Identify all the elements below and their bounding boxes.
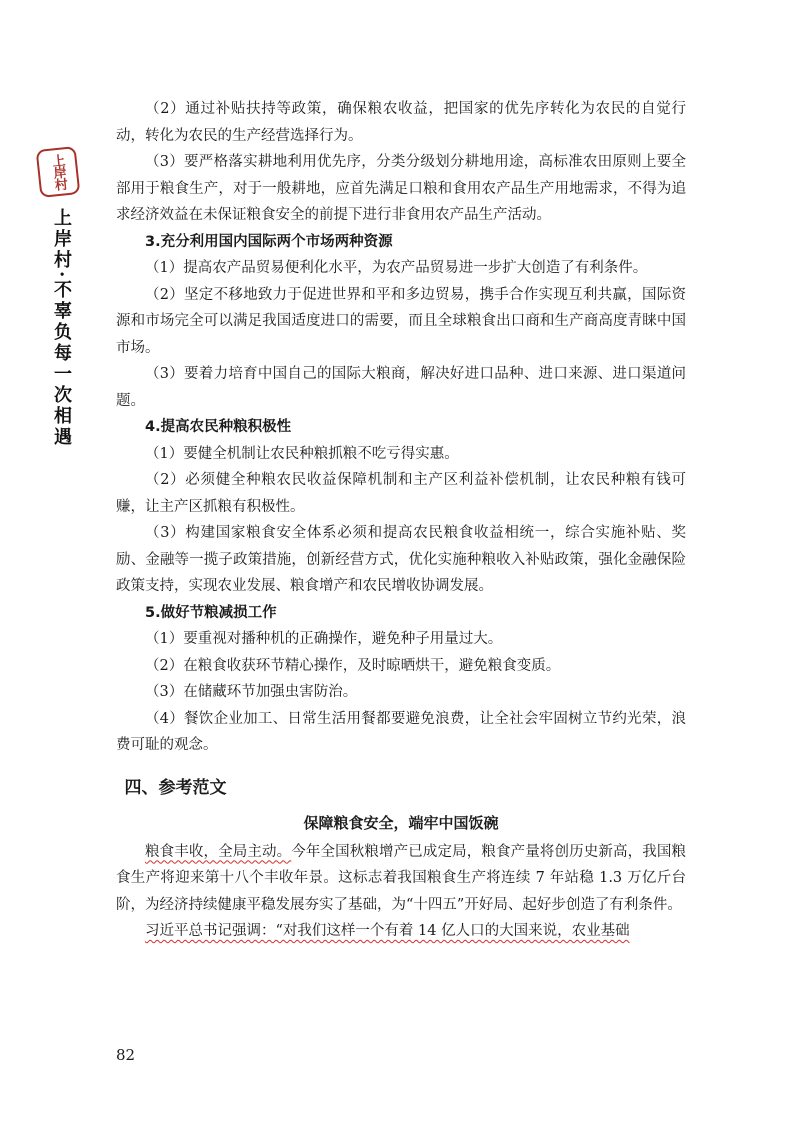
essay-paragraph-2 [116,918,686,945]
paragraph-catering: （4）餐饮企业加工、日常生活用餐都要避免浪费，让全社会牢固树立节约光荣，浪费可耻的观念。 [116,710,686,753]
paragraph-seeding: （1）要重视对播种机的正确操作，避免种子用量过大。 [145,631,503,647]
paragraph-multilateral-trade: （2）坚定不移地致力于促进世界和平和多边贸易，携手合作实现互利共赢，国际资源和市场完全可以满足我国适度进口的需要，而且全球粮食出口商和生产商高度青睐中国市场。 [116,286,686,356]
subheading-markets: 3.充分利用国内国际两个市场两种资源 [145,233,393,250]
essay-paragraph-1-body: 今年全国秋粮增产已成定局，粮食产量将创历史新高，我国粮食生产将迎来第十八个丰收年景。这标志着我国粮食生产将连续 7 年站稳 1.3 万亿斤台阶，为经济持续健康平稳发展夯实了基础，为“十四五”开好局、起好步创造了有利条件。 [116,843,686,913]
paragraph-mechanism: （1）要健全机制让农民种粮抓粮不吃亏得实惠。 [145,445,459,462]
subheading-farmer-incentive: 4.提高农民种粮积极性 [145,419,292,435]
page-content [116,96,686,945]
essay-paragraph-1 [116,839,686,919]
essay-quote-underlined: 习近平总书记强调：“对我们这样一个有着 14 亿人口的大国来说，农业基础 [145,923,630,939]
paragraph-grain-merchants: （3）要着力培育中国自己的国际大粮商，解决好进口品种、进口来源、进口渠道问题。 [116,366,686,409]
essay-lead-underlined: 粮食丰收，全局主动。 [145,843,292,860]
section-heading-reference-essay: 四、参考范文 [124,777,227,798]
paragraph-security-system: （3）构建国家粮食安全体系必须和提高农民粮食收益相统一，综合实施补贴、奖励、金融等一揽子政策措施，创新经营方式，优化实施种粮收入补贴政策，强化金融保险政策支持，实现农业发展、粮食增产和农民增收协调发展。 [116,525,686,594]
paragraph-trade-facilitation: （1）提高农产品贸易便利化水平，为农产品贸易进一步扩大创造了有利条件。 [145,260,648,276]
page-number: 82 [116,1046,136,1064]
essay-title: 保障粮食安全，端牢中国饭碗 [303,813,499,832]
logo-seal-text: 上岸村 [48,153,68,191]
subheading-loss-reduction: 5.做好节粮减损工作 [145,604,277,621]
vertical-book-title: 上岸村·不辜负每一次相遇 [51,208,72,449]
logo-seal [36,146,81,198]
paragraph-income-guarantee: （2）必须健全种粮农民收益保障机制和主产区利益补偿机制，让农民种粮有钱可赚，让主产区抓粮有积极性。 [116,472,686,515]
paragraph-subsidy: （2）通过补贴扶持等政策，确保粮农收益，把国家的优先序转化为农民的自觉行动，转化为农民的生产经营选择行为。 [116,101,686,144]
paragraph-harvest: （2）在粮食收获环节精心操作，及时晾晒烘干，避免粮食变质。 [145,657,561,674]
paragraph-storage: （3）在储藏环节加强虫害防治。 [145,684,358,700]
paragraph-farmland: （3）要严格落实耕地利用优先序，分类分级划分耕地用途，高标准农田原则上要全部用于粮食生产，对于一般耕地，应首先满足口粮和食用农产品生产用地需求，不得为追求经济效益在未保证粮食安全的前提下进行非食用农产品生产活动。 [116,154,686,223]
